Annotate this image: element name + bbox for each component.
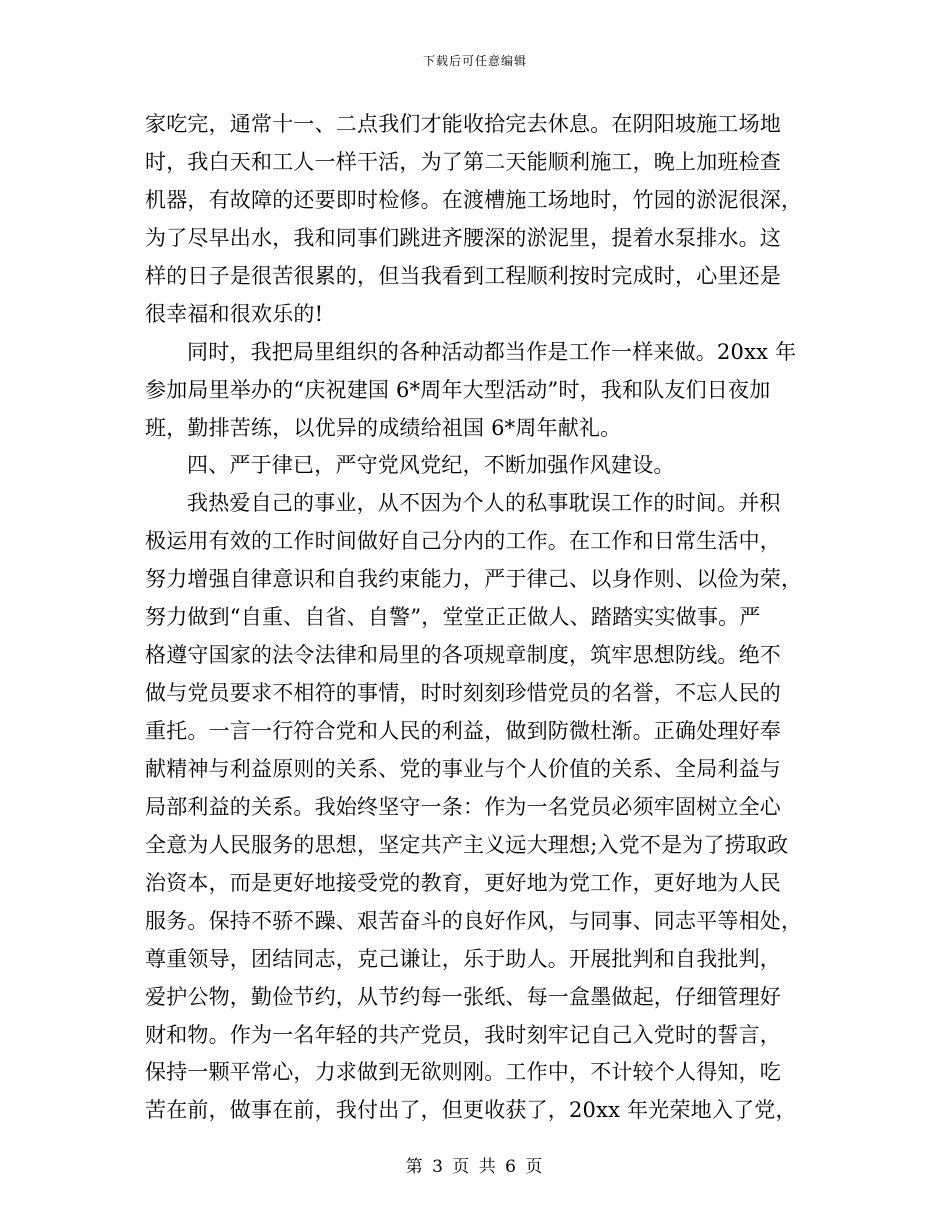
page-number: 第 3 页 共 6 页 — [405, 1157, 545, 1177]
text-line: 全意为人民服务的思想，坚定共产主义远大理想;入党不是为了捞取政 — [145, 832, 789, 857]
text-line: 爱护公物，勤俭节约，从节约每一张纸、每一盒墨做起，仔细管理好 — [145, 984, 781, 1009]
text-line: 服务。保持不骄不躁、艰苦奋斗的良好作风，与同事、同志平等相处， — [145, 908, 803, 933]
text-line: 局部利益的关系。我始终坚守一条：作为一名党员必须牢固树立全心 — [145, 794, 781, 819]
text-line: 参加局里举办的“庆祝建国 6*周年大型活动”时，我和队友们日夜加 — [145, 377, 771, 402]
text-line: 样的日子是很苦很累的，但当我看到工程顺利按时完成时，心里还是 — [145, 263, 781, 288]
text-line: 格遵守国家的法令法律和局里的各项规章制度，筑牢思想防线。绝不 — [145, 643, 781, 668]
text-line: 为了尽早出水，我和同事们跳进齐腰深的淤泥里，提着水泵排水。这 — [145, 225, 781, 250]
text-line: 做与党员要求不相符的事情，时时刻刻珍惜党员的名誉，不忘人民的 — [145, 681, 781, 706]
text-line: 献精神与利益原则的关系、党的事业与个人价值的关系、全局利益与 — [145, 756, 781, 781]
text-line: 重托。一言一行符合党和人民的利益，做到防微杜渐。正确处理好奉 — [145, 719, 781, 743]
text-line: 尊重领导，团结同志，克己谦让，乐于助人。开展批判和自我批判， — [145, 946, 781, 971]
text-line: 苦在前，做事在前，我付出了，但更收获了，20xx 年光荣地入了党， — [145, 1098, 797, 1123]
paragraph-start-line: 同时，我把局里组织的各种活动都当作是工作一样来做。20xx 年 — [187, 339, 797, 364]
text-line: 努力增强自律意识和自我约束能力，严于律己、以身作则、以俭为荣， — [145, 567, 803, 592]
text-line: 努力做到“自重、自省、自警”，堂堂正正做人、踏踏实实做事。严 — [145, 605, 761, 630]
section-heading: 四、严于律已，严守党风党纪，不断加强作风建设。 — [187, 453, 675, 478]
text-line: 保持一颗平常心，力求做到无欲则刚。工作中，不计较个人得知，吃 — [145, 1060, 781, 1085]
text-line: 极运用有效的工作时间做好自己分内的工作。在工作和日常生活中， — [145, 529, 781, 554]
paragraph-start-line: 我热爱自己的事业，从不因为个人的私事耽误工作的时间。并积 — [187, 491, 781, 516]
text-line: 治资本，而是更好地接受党的教育，更好地为党工作，更好地为人民 — [145, 870, 781, 895]
text-line: 很幸福和很欢乐的! — [145, 301, 324, 326]
text-line: 班，勤排苦练，以优异的成绩给祖国 6*周年献礼。 — [145, 415, 622, 440]
text-line: 家吃完，通常十一、二点我们才能收拾完去休息。在阴阳坡施工场地 — [145, 112, 781, 136]
document-body — [145, 106, 807, 1130]
text-line: 时，我白天和工人一样干活，为了第二天能顺利施工，晚上加班检查 — [145, 149, 781, 174]
page-header-note: 下载后可任意编辑 — [422, 54, 527, 68]
text-line: 机器，有故障的还要即时检修。在渡槽施工场地时，竹园的淤泥很深， — [145, 187, 803, 212]
text-line: 财和物。作为一名年轻的共产党员，我时刻牢记自己入党时的誓言， — [145, 1022, 781, 1047]
